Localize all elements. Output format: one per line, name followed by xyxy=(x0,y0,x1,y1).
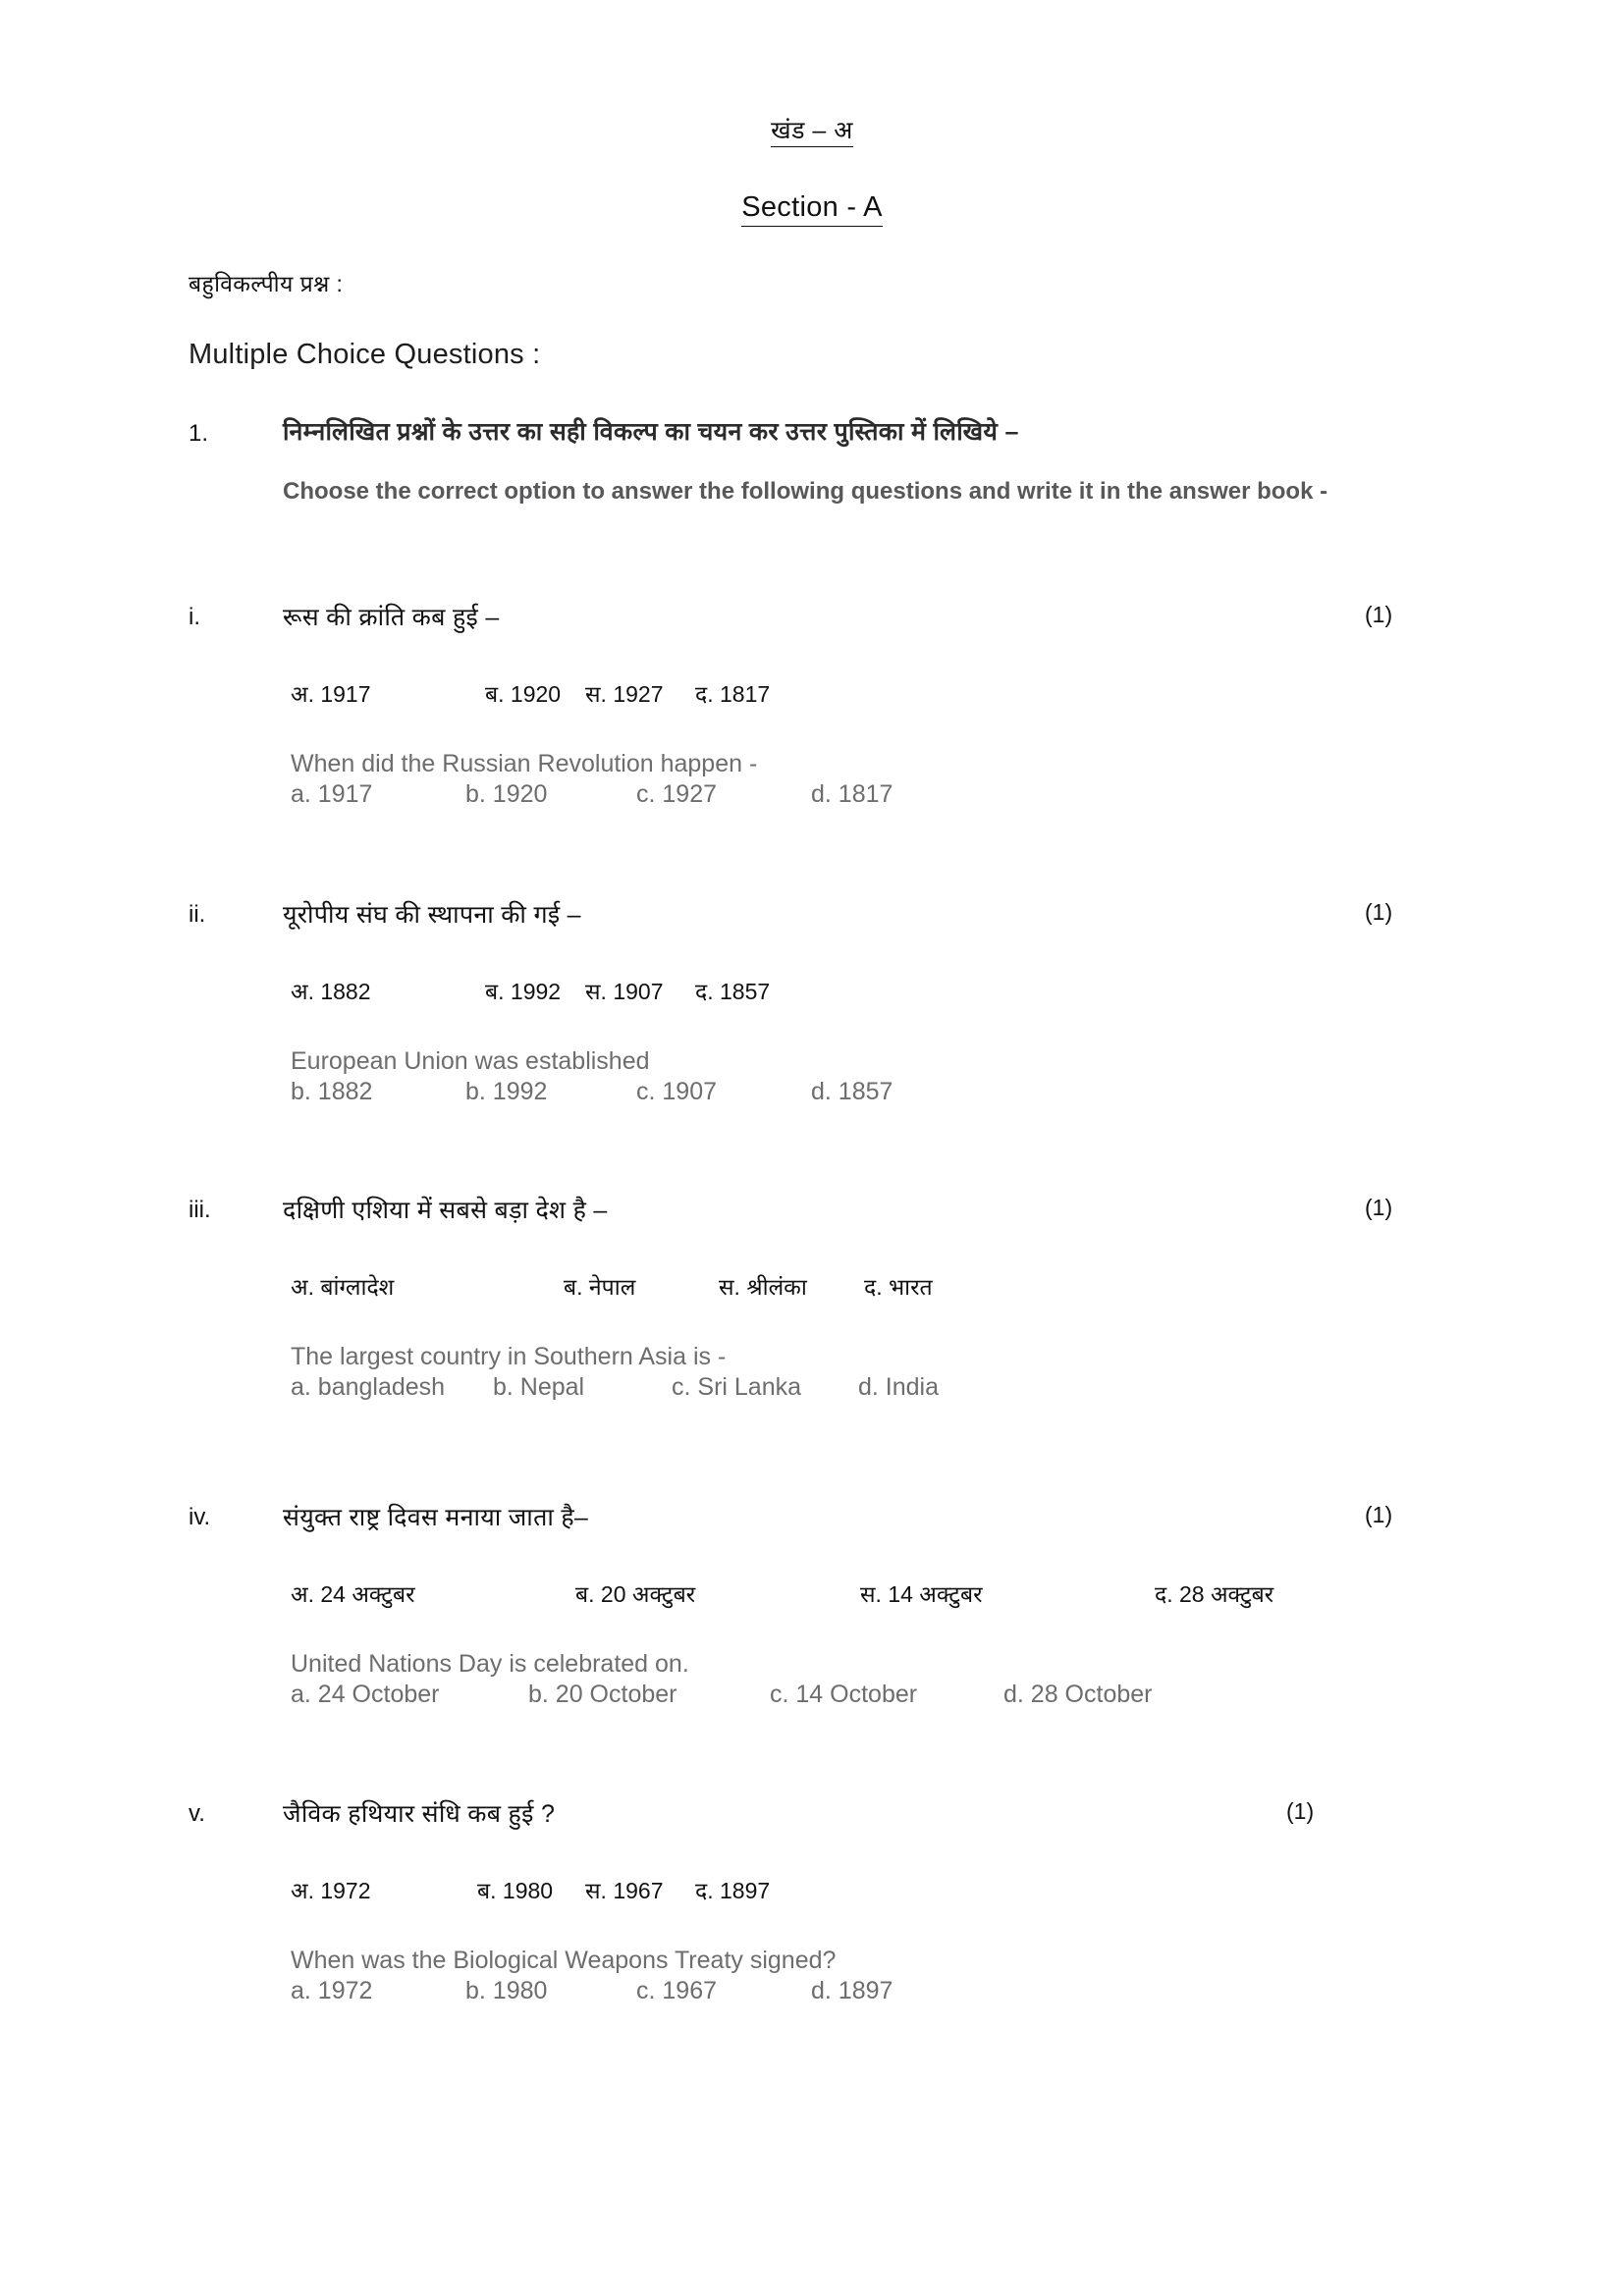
mcq-option-hindi[interactable]: अ. 24 अक्टुबर xyxy=(291,1580,415,1607)
mcq-item-roman-number: v. xyxy=(189,1800,205,1827)
mcq-option-hindi[interactable]: ब. 1920 xyxy=(485,680,562,707)
mcq-option-english[interactable]: b. 1992 xyxy=(465,1078,548,1105)
question-1-text-english: Choose the correct option to answer the following questions and write it in the answer book - xyxy=(283,477,1328,505)
mcq-item-marks: (1) xyxy=(1365,602,1393,627)
mcq-item xyxy=(189,602,1455,814)
mcq-option-hindi[interactable]: द. 28 अक्टुबर xyxy=(1155,1580,1274,1607)
mcq-option-hindi[interactable]: ब. 1980 xyxy=(477,1877,554,1903)
mcq-stem-english: When did the Russian Revolution happen - xyxy=(291,749,758,777)
mcq-item-body xyxy=(283,1798,1455,2010)
mcq-option-english[interactable]: c. 1907 xyxy=(636,1078,718,1105)
mcq-option-hindi[interactable]: अ. 1917 xyxy=(291,680,371,707)
mcq-options-hindi xyxy=(283,975,1455,1008)
section-heading-english xyxy=(0,191,1624,224)
mcq-stem-english: European Union was established xyxy=(291,1046,650,1075)
mcq-option-hindi[interactable]: स. 14 अक्टुबर xyxy=(860,1580,983,1607)
mcq-option-hindi[interactable]: ब. नेपाल xyxy=(564,1273,636,1300)
mcq-option-hindi[interactable]: द. भारत xyxy=(864,1273,933,1300)
mcq-option-hindi[interactable]: अ. 1882 xyxy=(291,978,371,1004)
mcq-option-english[interactable]: b. Nepal xyxy=(493,1373,585,1401)
question-1-number: 1. xyxy=(189,420,209,447)
mcq-option-hindi[interactable]: स. 1907 xyxy=(585,978,664,1004)
mcq-option-hindi[interactable]: स. 1927 xyxy=(585,680,664,707)
section-heading-hindi-text: खंड – अ xyxy=(771,117,853,147)
mcq-option-english[interactable]: b. 1882 xyxy=(291,1078,373,1105)
mcq-option-english[interactable]: d. 1817 xyxy=(811,780,893,808)
mcq-option-english[interactable]: d. India xyxy=(858,1373,940,1401)
mcq-option-english[interactable]: d. 1857 xyxy=(811,1078,893,1105)
mcq-options-hindi xyxy=(283,677,1455,711)
mcq-item-roman-number: iv. xyxy=(189,1504,211,1530)
mcq-stem-hindi: दक्षिणी एशिया में सबसे बड़ा देश है – xyxy=(283,1197,608,1224)
mcq-item xyxy=(189,1798,1455,2010)
mcq-options-english xyxy=(283,1977,1455,2010)
mcq-options-english xyxy=(283,1078,1455,1111)
mcq-option-hindi[interactable]: ब. 1992 xyxy=(485,978,562,1004)
mcq-item xyxy=(189,899,1455,1111)
mcq-item-marks: (1) xyxy=(1365,1502,1393,1527)
mcq-option-english[interactable]: a. bangladesh xyxy=(291,1373,446,1401)
mcq-item-body xyxy=(283,899,1455,1111)
mcq-stem-english: The largest country in Southern Asia is - xyxy=(291,1342,727,1370)
mcq-options-english xyxy=(283,780,1455,814)
mcq-item xyxy=(189,1502,1455,1714)
mcq-stem-hindi: यूरोपीय संघ की स्थापना की गई – xyxy=(283,901,581,929)
mcq-option-english[interactable]: c. 14 October xyxy=(770,1681,918,1708)
mcq-option-english[interactable]: b. 1980 xyxy=(465,1977,548,2004)
mcq-item-roman-number: ii. xyxy=(189,901,206,928)
mcq-option-hindi[interactable]: अ. बांग्लादेश xyxy=(291,1273,395,1300)
mcq-option-english[interactable]: b. 1920 xyxy=(465,780,548,808)
mcq-option-english[interactable]: d. 1897 xyxy=(811,1977,893,2004)
mcq-item-marks: (1) xyxy=(1286,1798,1315,1824)
mcq-options-hindi xyxy=(283,1270,1455,1304)
question-1-block xyxy=(189,416,1455,509)
mcq-stem-english: United Nations Day is celebrated on. xyxy=(291,1649,689,1678)
mcq-option-hindi[interactable]: द. 1897 xyxy=(695,1877,771,1903)
mcq-options-hindi xyxy=(283,1874,1455,1907)
mcq-item-body xyxy=(283,1502,1455,1714)
subheading-english: Multiple Choice Questions : xyxy=(189,339,541,370)
mcq-option-hindi[interactable]: ब. 20 अक्टुबर xyxy=(575,1580,696,1607)
mcq-option-hindi[interactable]: द. 1817 xyxy=(695,680,771,707)
mcq-item-roman-number: i. xyxy=(189,604,200,630)
mcq-option-english[interactable]: c. 1927 xyxy=(636,780,718,808)
mcq-option-english[interactable]: a. 1972 xyxy=(291,1977,373,2004)
mcq-option-hindi[interactable]: स. 1967 xyxy=(585,1877,664,1903)
mcq-option-english[interactable]: d. 28 October xyxy=(1003,1681,1153,1708)
mcq-option-english[interactable]: b. 20 October xyxy=(528,1681,677,1708)
mcq-item-marks: (1) xyxy=(1365,1195,1393,1220)
mcq-stem-hindi: जैविक हथियार संधि कब हुई ? xyxy=(283,1800,556,1828)
mcq-option-hindi[interactable]: स. श्रीलंका xyxy=(719,1273,807,1300)
mcq-option-hindi[interactable]: द. 1857 xyxy=(695,978,771,1004)
mcq-option-english[interactable]: a. 24 October xyxy=(291,1681,440,1708)
mcq-options-english xyxy=(283,1681,1455,1714)
mcq-option-english[interactable]: a. 1917 xyxy=(291,780,373,808)
mcq-option-english[interactable]: c. Sri Lanka xyxy=(672,1373,802,1401)
mcq-stem-hindi: रूस की क्रांति कब हुई – xyxy=(283,604,500,631)
mcq-item xyxy=(189,1195,1455,1407)
mcq-option-hindi[interactable]: अ. 1972 xyxy=(291,1877,371,1903)
mcq-item-roman-number: iii. xyxy=(189,1197,211,1223)
section-heading-english-text: Section - A xyxy=(741,191,883,227)
mcq-option-english[interactable]: c. 1967 xyxy=(636,1977,718,2004)
mcq-item-marks: (1) xyxy=(1365,899,1393,925)
mcq-stem-hindi: संयुक्त राष्ट्र दिवस मनाया जाता है– xyxy=(283,1504,589,1531)
mcq-stem-english: When was the Biological Weapons Treaty signed? xyxy=(291,1946,837,1974)
subheading-hindi: बहुविकल्पीय प्रश्न : xyxy=(189,271,344,296)
question-1-text-hindi: निम्नलिखित प्रश्नों के उत्तर का सही विकल्प का चयन कर उत्तर पुस्तिका में लिखिये – xyxy=(283,418,1019,446)
section-heading-hindi xyxy=(0,116,1624,145)
mcq-item-body xyxy=(283,602,1455,814)
mcq-options-english xyxy=(283,1373,1455,1407)
mcq-item-body xyxy=(283,1195,1455,1407)
mcq-options-hindi xyxy=(283,1577,1455,1611)
